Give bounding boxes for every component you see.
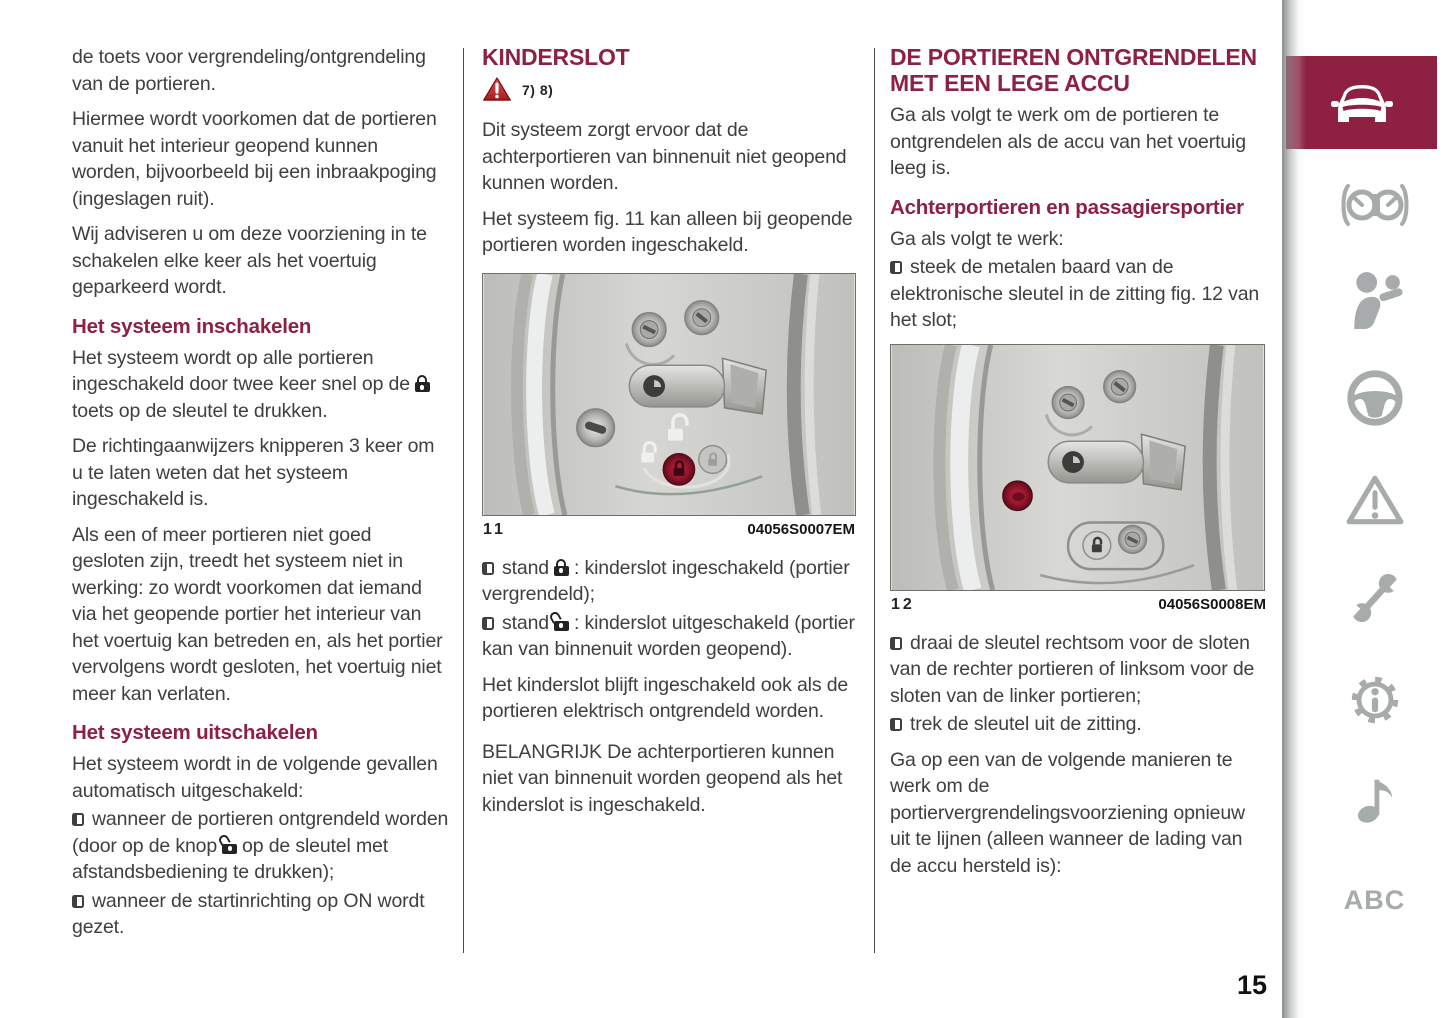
figure-11-image [482,273,856,516]
sidebar-tab-maintenance[interactable] [1304,566,1445,630]
page-edge-shadow [1282,0,1306,1018]
paragraph: Wij adviseren u om deze voorziening in te schakelen elke keer als het voertuig geparkeerd wordt. [72,223,427,298]
note-references: 7) 8) [522,81,554,98]
sidebar-tab-warnings[interactable] [1304,468,1445,532]
text-segment: steek de metalen baard van de elektronische sleutel in de zitting fig. 12 van het slot; [890,256,1260,331]
column-divider [874,48,875,953]
music-note-icon [1352,769,1398,825]
paragraph: de toets voor vergrendeling/ontgrendeling van de portieren. [72,46,426,95]
page-number: 15 [1236,970,1267,1000]
text-segment: toets op de sleutel te drukken. [72,399,328,422]
paragraph: Ga als volgt te werk om de portieren te ontgrendelen als de accu van het voertuig leeg is. [890,104,1246,179]
paragraph: Ga op een van de volgende manieren te werk om de portiervergrendelingsvoorziening opnieuw uit te lijnen (alleen wanneer de lading van de accu hersteld is): [890,748,1245,877]
text-segment: trek de sleutel uit de zitting. [910,713,1142,735]
square-bullet-icon [72,895,84,908]
column-divider [463,48,464,953]
wrench-icon [1345,566,1405,630]
column-middle [482,44,856,827]
square-bullet-icon [890,261,902,274]
text-segment: wanneer de startinrichting op ON wordt gezet. [72,889,425,938]
warning-reference-row [482,76,856,103]
text-segment: Het systeem wordt op alle portieren ingeschakeld door twee keer snel op de [72,346,410,395]
square-bullet-icon [890,637,902,650]
sidebar-tab-safety[interactable] [1304,268,1445,332]
square-bullet-icon [890,718,902,731]
instrument-cluster-icon [1339,182,1411,228]
chapter-heading-unlock-dead-battery: DE PORTIEREN ONTGRENDELEN MET EEN LEGE ACCU [890,44,1257,96]
sidebar-tab-vehicle[interactable] [1286,56,1437,149]
text-segment: stand [502,611,549,634]
padlock-closed-icon [415,375,430,392]
bullet-item [482,555,856,608]
bullet-item [72,888,449,941]
paragraph: Het kinderslot blijft ingeschakeld ook als de portieren elektrisch ontgrendeld worden. [482,673,849,722]
square-bullet-icon [482,617,494,630]
bullet-item [890,630,1267,710]
figure-12 [890,344,1267,614]
paragraph [72,345,449,425]
figure-code: 04056S0007EM [747,520,855,538]
text-segment: op de sleutel met afstandsbediening te drukken); [72,834,389,883]
paragraph: Het systeem wordt in de volgende gevallen automatisch uitgeschakeld: [72,753,438,802]
padlock-open-icon [554,614,569,631]
gear-info-icon [1344,669,1406,731]
steering-wheel-icon [1344,367,1406,429]
bullet-item [890,711,1267,738]
column-right [890,44,1267,888]
paragraph: De richtingaanwijzers knipperen 3 keer om u te laten weten dat het systeem ingeschakeld is. [72,435,435,510]
section-heading-rear-passenger-doors: Achterportieren en passagiersportier [890,195,1244,219]
car-front-icon [1326,77,1398,129]
paragraph: Dit systeem zorgt ervoor dat de achterportieren van binnenuit niet geopend kunnen worden. [482,119,847,194]
figure-number: 12 [891,595,915,613]
column-left [72,44,449,950]
paragraph: Ga als volgt te werk: [890,227,1064,250]
paragraph: Het systeem fig. 11 kan alleen bij geopende portieren worden ingeschakeld. [482,207,853,256]
text-segment: wanneer de portieren ontgrendeld worden (door op de knop [72,808,449,857]
section-heading-enable-system: Het systeem inschakelen [72,314,312,338]
paragraph-important: BELANGRIJK De achterportieren kunnen niet van binnenuit worden geopend als het kinderslot is ingeschakeld. [482,740,843,816]
text-segment: : kinderslot ingeschakeld (portier vergrendeld); [482,556,850,605]
abc-index-label: ABC [1343,884,1406,915]
padlock-closed-icon [554,559,569,576]
text-segment: draai de sleutel rechtsom voor de sloten van de rechter portieren of linksom voor de sloten van de linker portieren; [890,631,1255,707]
figure-caption [483,521,855,539]
text-segment: stand [502,556,549,579]
figure-caption [891,596,1266,614]
square-bullet-icon [482,562,494,575]
warning-triangle-red-icon [482,76,512,103]
square-bullet-icon [72,813,84,826]
text-segment: : kinderslot uitgeschakeld (portier kan van binnenuit worden geopend). [482,611,855,660]
figure-code: 04056S0008EM [1158,595,1266,613]
padlock-open-icon [222,837,237,854]
bullet-item [72,806,449,886]
figure-number: 11 [483,520,506,538]
warning-triangle-icon [1344,472,1406,528]
paragraph: Hiermee wordt voorkomen dat de portieren vanuit het interieur geopend kunnen worden, bijvoorbeeld bij een inbraakpoging (ingeslagen ruit). [72,108,437,210]
figure-12-image [890,344,1265,591]
section-heading-disable-system: Het systeem uitschakelen [72,721,318,744]
airbag-safety-icon [1346,271,1404,329]
sidebar-tab-index[interactable] [1304,868,1445,932]
sidebar-tab-driving[interactable] [1304,366,1445,430]
sidebar-tab-multimedia[interactable] [1304,765,1445,829]
sidebar-tab-dashboard[interactable] [1304,173,1445,237]
bullet-item [482,610,856,663]
paragraph: Als een of meer portieren niet goed gesloten zijn, treedt het systeem niet in werking: zo wordt voorkomen dat iemand via het geopende portier het interieur van het voertuig kan betreden en, als het portier vervolgens wordt gesloten, het voertuig niet meer kan verlaten. [72,523,443,705]
bullet-item [890,254,1267,334]
figure-11 [482,273,856,539]
chapter-heading-kinderslot: KINDERSLOT [482,44,630,70]
sidebar-tab-technical-info[interactable] [1304,668,1445,732]
